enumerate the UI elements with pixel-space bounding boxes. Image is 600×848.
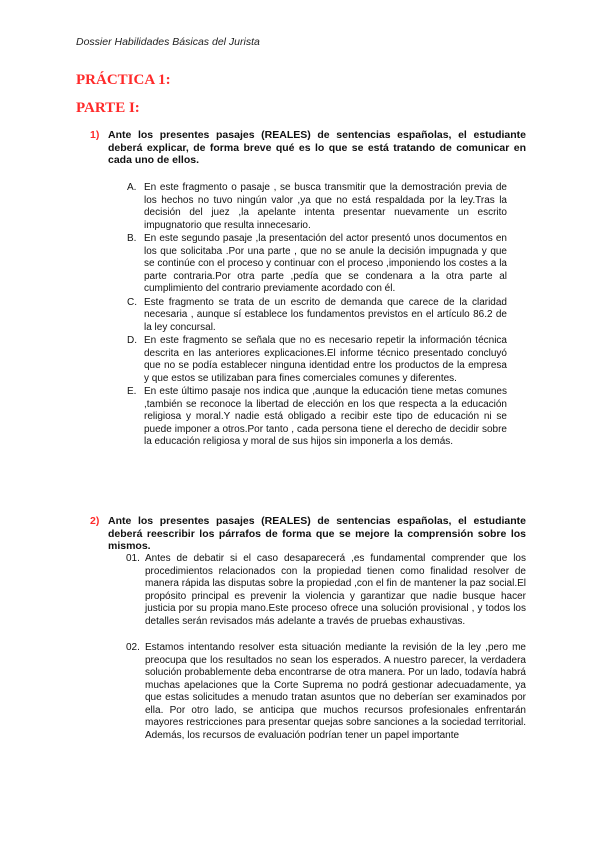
question-1 [90, 129, 526, 167]
item-text: En este segundo pasaje ,la presentación del actor presentó unos documentos en los que solicitaba .Por una parte , que no se anule la decisión impugnada y que se continúe con el proceso y continuar con el proceso ,imponiendo los costes a la parte contraria.Por otra parte ,pedía que se condenara a la otra parte al cumplimiento del contrario previamente acordado con él. [144, 233, 507, 294]
list-item [127, 182, 507, 232]
question-text: Ante los presentes pasajes (REALES) de sentencias españolas, el estudiante deberá explicar, de forma breve qué es lo que se está tratando de comunicar en cada uno de ellos. [108, 129, 526, 166]
answer-list-1 [127, 182, 507, 449]
list-item [127, 233, 507, 296]
item-text: Estamos intentando resolver esta situación mediante la revisión de la ley ,pero me preocupa que los resultados no sean los esperados. A nuestro parecer, la verdadera solución probablemente deba encontrarse de otra manera. Por un lado, todavía habrá muchas apelaciones que la Corte Suprema no podrá gestionar adecuadamente, ya que estas solicitudes a menudo tratan asuntos que no deberían ser examinados por ella. Por otro lado, se anticipa que muchos recursos profesionales enfrentarán mayores restricciones para presentar quejas sobre sanciones a la sociedad territorial. Además, los recursos de evaluación podrían tener un papel importante [145, 642, 526, 741]
list-item [127, 297, 507, 335]
item-text: En este último pasaje nos indica que ,aunque la educación tiene metas comunes ,también se reconoce la libertad de elección en los que respecta a la educación religiosa y moral.Y nadie está obligado a recibir este tipo de educación ni se puede imponer a otros.Por tanto , cada persona tiene el derecho de decidir sobre la educación religiosa y moral de sus hijos sin imponerla a los demás. [144, 386, 507, 447]
list-item [127, 335, 507, 385]
item-text: En este fragmento o pasaje , se busca transmitir que la demostración previa de los hechos no tuvo ningún valor ,ya que no está respaldada por la ley.Tras la decisión del juez ,la apelante intenta presentar nuevamente un escrito impugnatorio que resulta innecesario. [144, 182, 507, 231]
part-heading: PARTE I: [76, 100, 140, 116]
item-text: Antes de debatir si el caso desaparecerá ,es fundamental comprender que los procedimientos relacionados con la propiedad tienen como finalidad resolver de manera rápida las disputas sobre la propiedad ,con el fin de mantener la paz social.El propósito principal es prevenir la violencia y garantizar que nadie busque hacer justicia por su propia mano.Este proceso ofrece una solución provisional , y todos los detalles serán revisados más adelante a través de pruebas exhaustivas. [145, 553, 526, 627]
question-number: 1) [90, 129, 100, 141]
item-marker: E. [127, 386, 137, 397]
question-text: Ante los presentes pasajes (REALES) de sentencias españolas, el estudiante deberá reescribir los párrafos de forma que se mejore la comprensión sobre los mismos. [108, 515, 526, 552]
item-marker: C. [127, 296, 137, 308]
item-marker: B. [127, 233, 137, 244]
answer-list-2 [126, 553, 526, 742]
item-marker: A. [127, 182, 137, 193]
running-header: Dossier Habilidades Básicas del Jurista [76, 36, 260, 48]
item-marker: 01. [126, 553, 140, 564]
item-text: Este fragmento se trata de un escrito de demanda que carece de la claridad necesaria , aunque sí establece los fundamentos previstos en el artículo 86.2 de la ley concursal. [144, 296, 507, 333]
practice-heading: PRÁCTICA 1: [76, 72, 171, 88]
question-number: 2) [90, 515, 100, 527]
list-item [126, 553, 526, 628]
question-2 [90, 515, 526, 553]
list-item [127, 386, 507, 449]
item-text: En este fragmento se señala que no es necesario repetir la información técnica descrita en las anteriores explicaciones.El informe técnico presentado concluyó que no se podía establecer ninguna identidad entre los productos de la empresa y que estos se utilizaban para fines comerciales comunes y diferentes. [144, 335, 507, 384]
list-item [126, 642, 526, 742]
item-marker: D. [127, 335, 137, 346]
item-marker: 02. [126, 642, 140, 653]
